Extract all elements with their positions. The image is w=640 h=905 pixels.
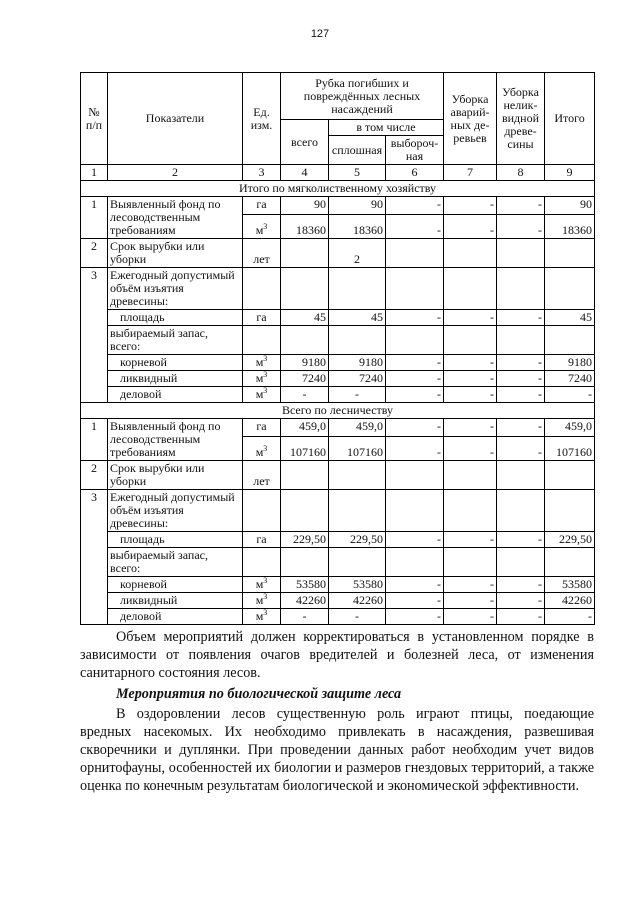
table-header <box>81 73 595 181</box>
value-cell: 42260 <box>281 593 329 609</box>
row-label: деловой <box>108 609 243 625</box>
value-cell: 42260 <box>329 593 386 609</box>
table-row <box>81 355 595 371</box>
col-number: 5 <box>329 165 386 181</box>
unit-cell: $м^3$ <box>243 215 281 239</box>
header-emergency: Уборка аварий-ных де-ревьев <box>444 73 497 165</box>
unit-cell: $м^3$ <box>243 577 281 593</box>
value-cell: - <box>386 387 444 403</box>
unit-cell: $м^3$ <box>243 387 281 403</box>
table-row <box>81 548 595 577</box>
value-cell: - <box>386 593 444 609</box>
row-label: ликвидный <box>108 371 243 387</box>
unit-cell: $м^3$ <box>243 437 281 461</box>
row-label: площадь <box>108 310 243 326</box>
value-cell: - <box>497 215 545 239</box>
value-cell: - <box>497 577 545 593</box>
value-cell: - <box>281 387 329 403</box>
value-cell: 9180 <box>329 355 386 371</box>
value-cell: - <box>329 609 386 625</box>
unit-cell: лет <box>243 239 281 268</box>
unit-cell: га <box>243 532 281 548</box>
section-title: Всего по лесничеству <box>81 403 595 419</box>
col-number: 7 <box>444 165 497 181</box>
table-row <box>81 577 595 593</box>
value-cell: 90 <box>281 197 329 215</box>
value-cell: 53580 <box>545 577 595 593</box>
row-number: 2 <box>81 239 108 268</box>
row-number: 3 <box>81 268 108 403</box>
col-number: 1 <box>81 165 108 181</box>
value-cell: 2 <box>329 239 386 268</box>
header-unit: Ед. изм. <box>243 73 281 165</box>
col-number: 9 <box>545 165 595 181</box>
value-cell: 107160 <box>329 437 386 461</box>
paragraph-birds: В оздоровлении лесов существенную роль играют птицы, поедающие вредных насекомых. Их необходимо привлекать в насаждения, развешивая скворечники и дуплянки. При проведении данных работ необходим учет видов орнитофауны, особенностей их биологии и размеров гнездовых территорий, а также оценка по конечным результатам биологической и экономической эффективности. <box>80 706 594 794</box>
value-cell: - <box>444 593 497 609</box>
value-cell: 53580 <box>329 577 386 593</box>
value-cell: - <box>497 593 545 609</box>
row-number: 2 <box>81 461 108 490</box>
col-number: 8 <box>497 165 545 181</box>
table-row <box>81 239 595 268</box>
value-cell: 53580 <box>281 577 329 593</box>
value-cell: 45 <box>545 310 595 326</box>
value-cell: - <box>497 310 545 326</box>
section-title: Итого по мягколиственному хозяйству <box>81 181 595 197</box>
value-cell: - <box>444 387 497 403</box>
table-row <box>81 387 595 403</box>
row-label: Выявленный фонд по лесоводственным требованиям <box>108 197 243 239</box>
col-number: 2 <box>108 165 243 181</box>
value-cell: 229,50 <box>329 532 386 548</box>
value-cell: - <box>497 609 545 625</box>
table-row <box>81 326 595 355</box>
value-cell: 9180 <box>545 355 595 371</box>
table-row <box>81 419 595 437</box>
unit-cell: $м^3$ <box>243 355 281 371</box>
row-label: Ежегодный допустимый объём изъятия древесины: <box>108 490 243 532</box>
value-cell: 18360 <box>281 215 329 239</box>
value-cell: - <box>386 371 444 387</box>
unit-cell: га <box>243 419 281 437</box>
value-cell: - <box>444 371 497 387</box>
value-cell: 7240 <box>545 371 595 387</box>
value-cell: - <box>386 197 444 215</box>
value-cell: - <box>386 419 444 437</box>
value-cell: 18360 <box>329 215 386 239</box>
value-cell: - <box>444 532 497 548</box>
value-cell: - <box>444 437 497 461</box>
value-cell: 45 <box>329 310 386 326</box>
value-cell: - <box>497 355 545 371</box>
value-cell: - <box>545 387 595 403</box>
value-cell: 459,0 <box>329 419 386 437</box>
value-cell: 107160 <box>545 437 595 461</box>
value-cell: - <box>386 609 444 625</box>
header-total: Итого <box>545 73 595 165</box>
unit-cell: га <box>243 197 281 215</box>
value-cell: - <box>386 355 444 371</box>
row-label: ликвидный <box>108 593 243 609</box>
unit-cell: $м^3$ <box>243 609 281 625</box>
table-row <box>81 609 595 625</box>
section-softwood <box>81 181 595 403</box>
row-label: Выявленный фонд по лесоводственным требованиям <box>108 419 243 461</box>
row-label: площадь <box>108 532 243 548</box>
value-cell: 229,50 <box>545 532 595 548</box>
row-label: деловой <box>108 387 243 403</box>
row-label: выбираемый запас, всего: <box>108 548 243 577</box>
unit-cell: $м^3$ <box>243 593 281 609</box>
value-cell: - <box>545 609 595 625</box>
value-cell: - <box>444 419 497 437</box>
unit-cell: лет <box>243 461 281 490</box>
column-numbers-row <box>81 165 595 181</box>
row-label: выбираемый запас, всего: <box>108 326 243 355</box>
value-cell: 459,0 <box>545 419 595 437</box>
header-num: № п/п <box>81 73 108 165</box>
unit-cell: га <box>243 310 281 326</box>
value-cell: 42260 <box>545 593 595 609</box>
value-cell: 90 <box>329 197 386 215</box>
value-cell: - <box>497 371 545 387</box>
value-cell: - <box>329 387 386 403</box>
row-label: Ежегодный допустимый объём изъятия древесины: <box>108 268 243 310</box>
row-number: 3 <box>81 490 108 625</box>
header-total-all: всего <box>281 120 329 165</box>
table-row <box>81 310 595 326</box>
header-clear: сплошная <box>329 136 386 165</box>
section-heading: Мероприятия по биологической защите леса <box>116 686 402 702</box>
value-cell: 45 <box>281 310 329 326</box>
row-label: корневой <box>108 577 243 593</box>
header-felling: Рубка погибших и повреждённых лесных насаждений <box>281 73 444 120</box>
value-cell: 459,0 <box>281 419 329 437</box>
value-cell: - <box>444 215 497 239</box>
col-number: 4 <box>281 165 329 181</box>
value-cell: - <box>281 609 329 625</box>
header-indicators: Показатели <box>108 73 243 165</box>
value-cell: - <box>386 577 444 593</box>
table-row <box>81 490 595 532</box>
value-cell: - <box>386 215 444 239</box>
value-cell: - <box>386 532 444 548</box>
value-cell: - <box>497 532 545 548</box>
value-cell: - <box>497 437 545 461</box>
col-number: 6 <box>386 165 444 181</box>
value-cell: - <box>497 197 545 215</box>
value-cell: 229,50 <box>281 532 329 548</box>
value-cell: 9180 <box>281 355 329 371</box>
value-cell: 90 <box>545 197 595 215</box>
header-including: в том числе <box>329 120 444 136</box>
header-illiquid: Уборка нелик-видной древе-сины <box>497 73 545 165</box>
section-forestry-total <box>81 403 595 625</box>
row-number: 1 <box>81 419 108 461</box>
header-selective: выбороч-ная <box>386 136 444 165</box>
table-row <box>81 371 595 387</box>
table-row <box>81 593 595 609</box>
row-label: Срок вырубки или уборки <box>108 239 243 268</box>
value-cell: - <box>444 310 497 326</box>
value-cell: 107160 <box>281 437 329 461</box>
table-row <box>81 197 595 215</box>
unit-cell: $м^3$ <box>243 371 281 387</box>
value-cell: 7240 <box>329 371 386 387</box>
value-cell: - <box>444 577 497 593</box>
row-label: корневой <box>108 355 243 371</box>
value-cell: - <box>444 609 497 625</box>
row-number: 1 <box>81 197 108 239</box>
col-number: 3 <box>243 165 281 181</box>
table-row <box>81 268 595 310</box>
value-cell: - <box>386 310 444 326</box>
table-row <box>81 461 595 490</box>
value-cell: - <box>497 419 545 437</box>
page-number: 127 <box>310 28 330 40</box>
table-row <box>81 532 595 548</box>
value-cell: - <box>497 387 545 403</box>
value-cell: - <box>386 437 444 461</box>
paragraph-adjustment: Объем мероприятий должен корректироваться в установленном порядке в зависимости от появления очагов вредителей и болезней леса, от изменения санитарного состояния лесов. <box>80 629 594 681</box>
forest-measures-table <box>80 72 595 625</box>
value-cell: - <box>444 197 497 215</box>
row-label: Срок вырубки или уборки <box>108 461 243 490</box>
value-cell: 7240 <box>281 371 329 387</box>
value-cell: 18360 <box>545 215 595 239</box>
value-cell: - <box>444 355 497 371</box>
